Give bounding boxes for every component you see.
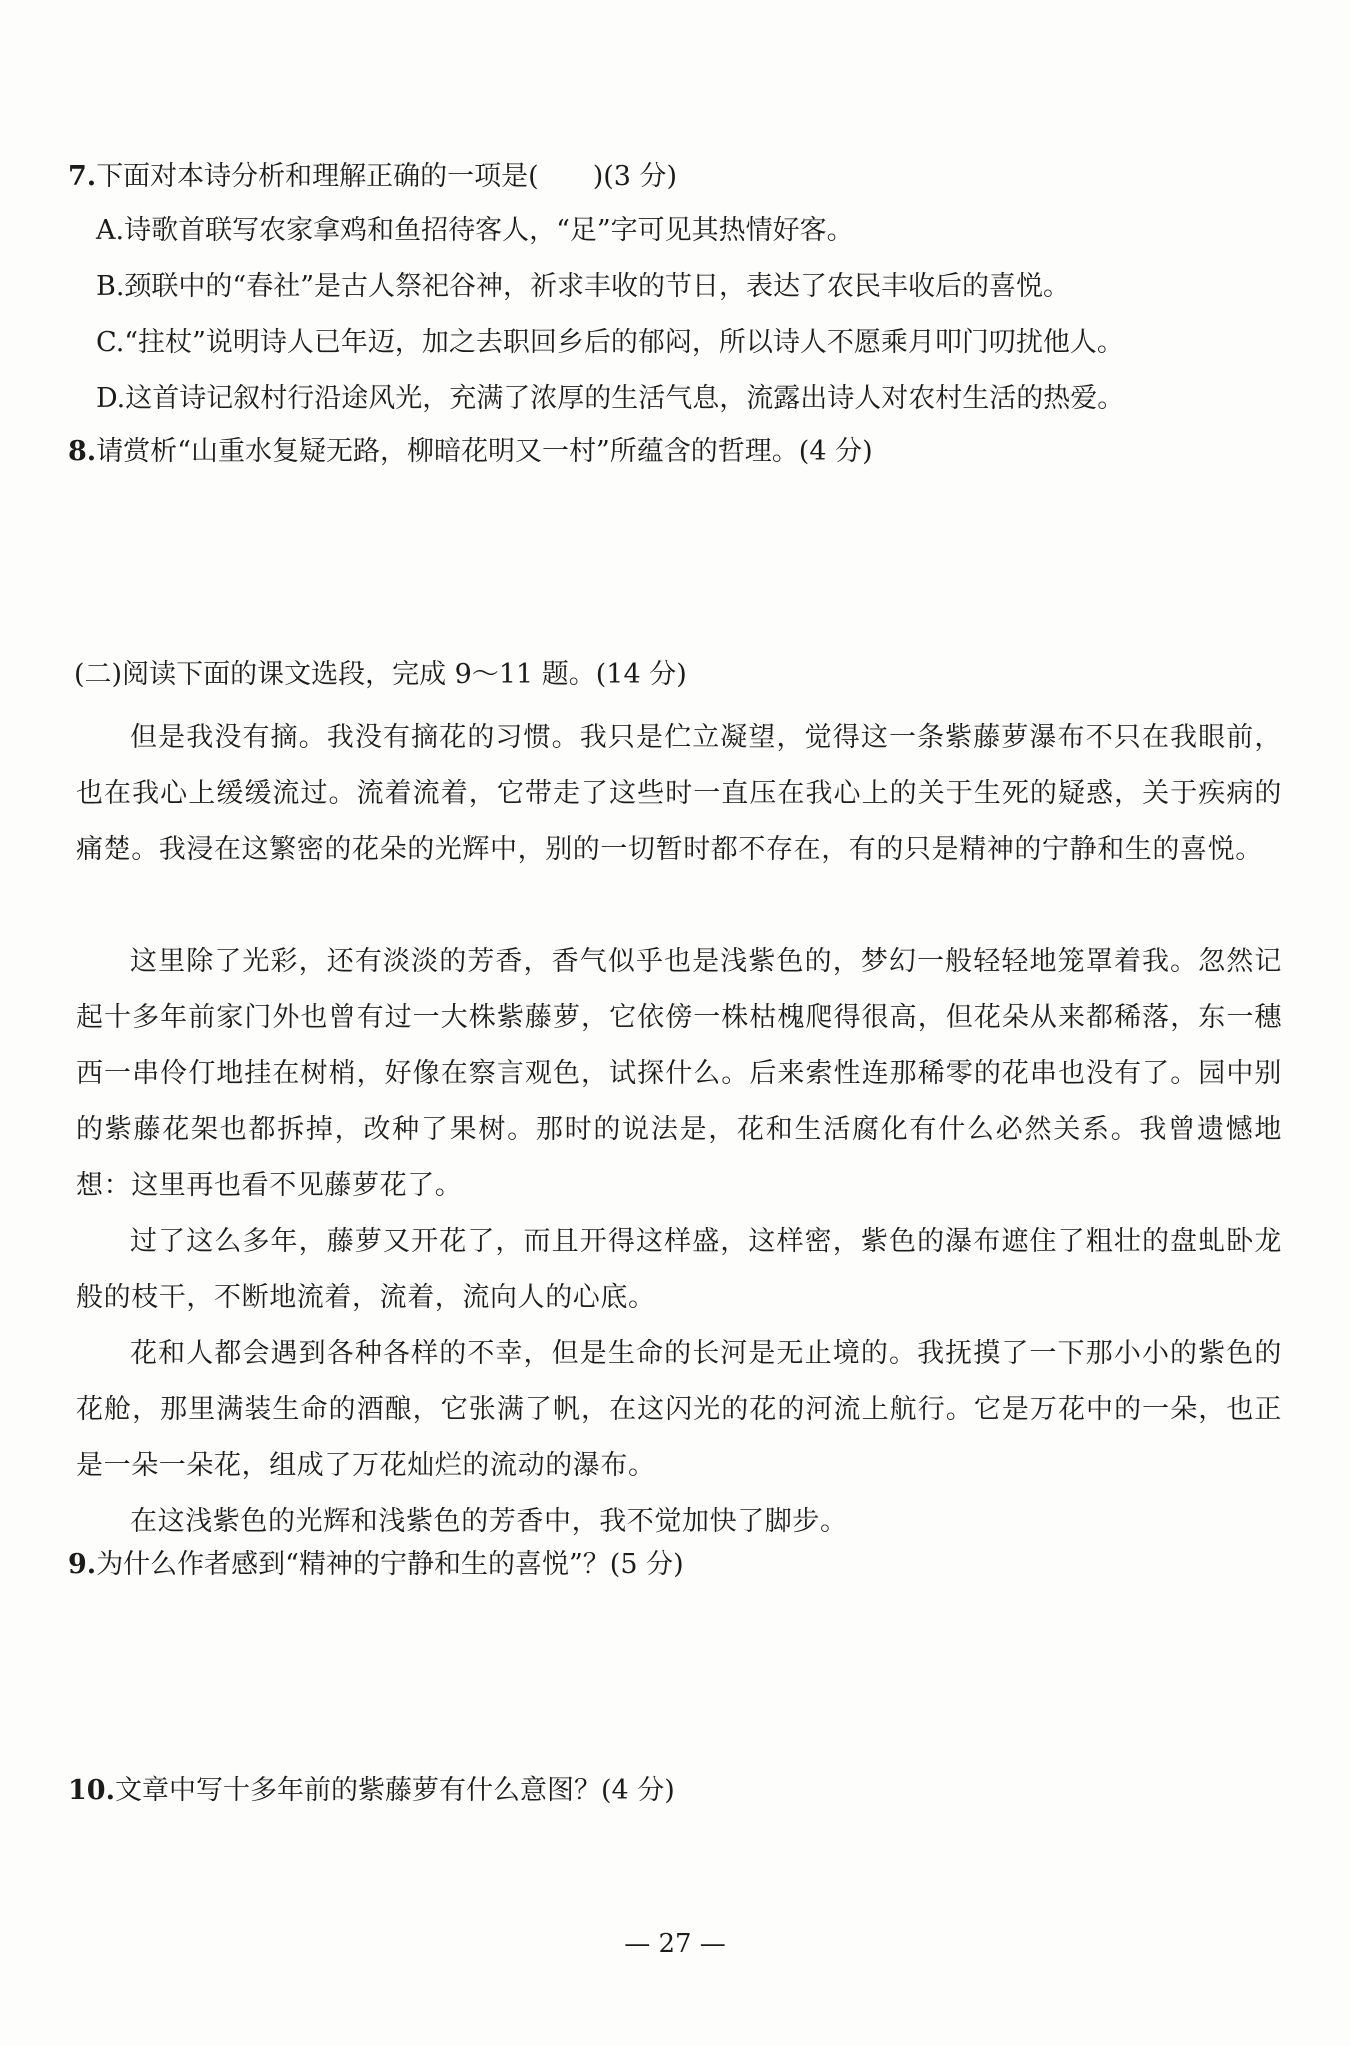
question-9-number: 9. [68, 1549, 97, 1580]
question-7-option-d: D.这首诗记叙村行沿途风光，充满了浓厚的生活气息，流露出诗人对农村生活的热爱。 [96, 383, 1125, 414]
passage-paragraph-5: 在这浅紫色的光辉和浅紫色的芳香中，我不觉加快了脚步。 [130, 1506, 848, 1537]
answer-space-8 [68, 478, 1278, 648]
question-7-number: 7. [68, 161, 97, 192]
question-10-number: 10. [68, 1775, 115, 1806]
answer-space-10 [68, 1818, 1278, 1908]
question-9-stem: 为什么作者感到“精神的宁静和生的喜悦”？(5 分) [96, 1549, 684, 1580]
section-2-heading: (二)阅读下面的课文选段，完成 9～11 题。(14 分) [74, 659, 687, 690]
question-7-stem: 下面对本诗分析和理解正确的一项是( )(3 分) [96, 161, 678, 192]
answer-space-9 [68, 1592, 1278, 1762]
question-10-stem: 文章中写十多年前的紫藤萝有什么意图？(4 分) [114, 1775, 675, 1806]
question-9 [68, 1546, 684, 1584]
question-8 [68, 433, 873, 471]
passage-paragraph-3: 过了这么多年，藤萝又开花了，而且开得这样盛，这样密，紫色的瀑布遮住了粗壮的盘虬卧龙般的枝干，不断地流着，流着，流向人的心底。 [76, 1226, 1282, 1313]
question-7 [68, 158, 677, 196]
question-10 [68, 1772, 675, 1810]
page-number: — 27 — [624, 1929, 726, 1959]
question-7-option-c: C.“拄杖”说明诗人已年迈，加之去职回乡后的郁闷，所以诗人不愿乘月叩门叨扰他人。 [96, 327, 1124, 358]
passage-paragraph-2: 这里除了光彩，还有淡淡的芳香，香气似乎也是浅紫色的，梦幻一般轻轻地笼罩着我。忽然记起十多年前家门外也曾有过一大株紫藤萝，它依傍一株枯槐爬得很高，但花朵从来都稀落，东一穗西一串伶仃地挂在树梢，好像在察言观色，试探什么。后来索性连那稀零的花串也没有了。园中别的紫藤花架也都拆掉，改种了果树。那时的说法是，花和生活腐化有什么必然关系。我曾遗憾地想：这里再也看不见藤萝花了。 [76, 946, 1282, 1201]
question-7-option-b: B.颈联中的“春社”是古人祭祀谷神，祈求丰收的节日，表达了农民丰收后的喜悦。 [96, 271, 1071, 302]
question-7-option-a: A.诗歌首联写农家拿鸡和鱼招待客人，“足”字可见其热情好客。 [96, 215, 854, 246]
question-8-number: 8. [68, 436, 97, 467]
question-8-stem: 请赏析“山重水复疑无路，柳暗花明又一村”所蕴含的哲理。(4 分) [96, 436, 873, 467]
passage-paragraph-1: 但是我没有摘。我没有摘花的习惯。我只是伫立凝望，觉得这一条紫藤萝瀑布不只在我眼前，也在我心上缓缓流过。流着流着，它带走了这些时一直压在我心上的关于生死的疑惑，关于疾病的痛楚。我浸在这繁密的花朵的光辉中，别的一切暂时都不存在，有的只是精神的宁静和生的喜悦。 [76, 722, 1282, 865]
passage-paragraph-4: 花和人都会遇到各种各样的不幸，但是生命的长河是无止境的。我抚摸了一下那小小的紫色的花舱，那里满装生命的酒酿，它张满了帆，在这闪光的花的河流上航行。它是万花中的一朵，也正是一朵一朵花，组成了万花灿烂的流动的瀑布。 [76, 1338, 1282, 1481]
